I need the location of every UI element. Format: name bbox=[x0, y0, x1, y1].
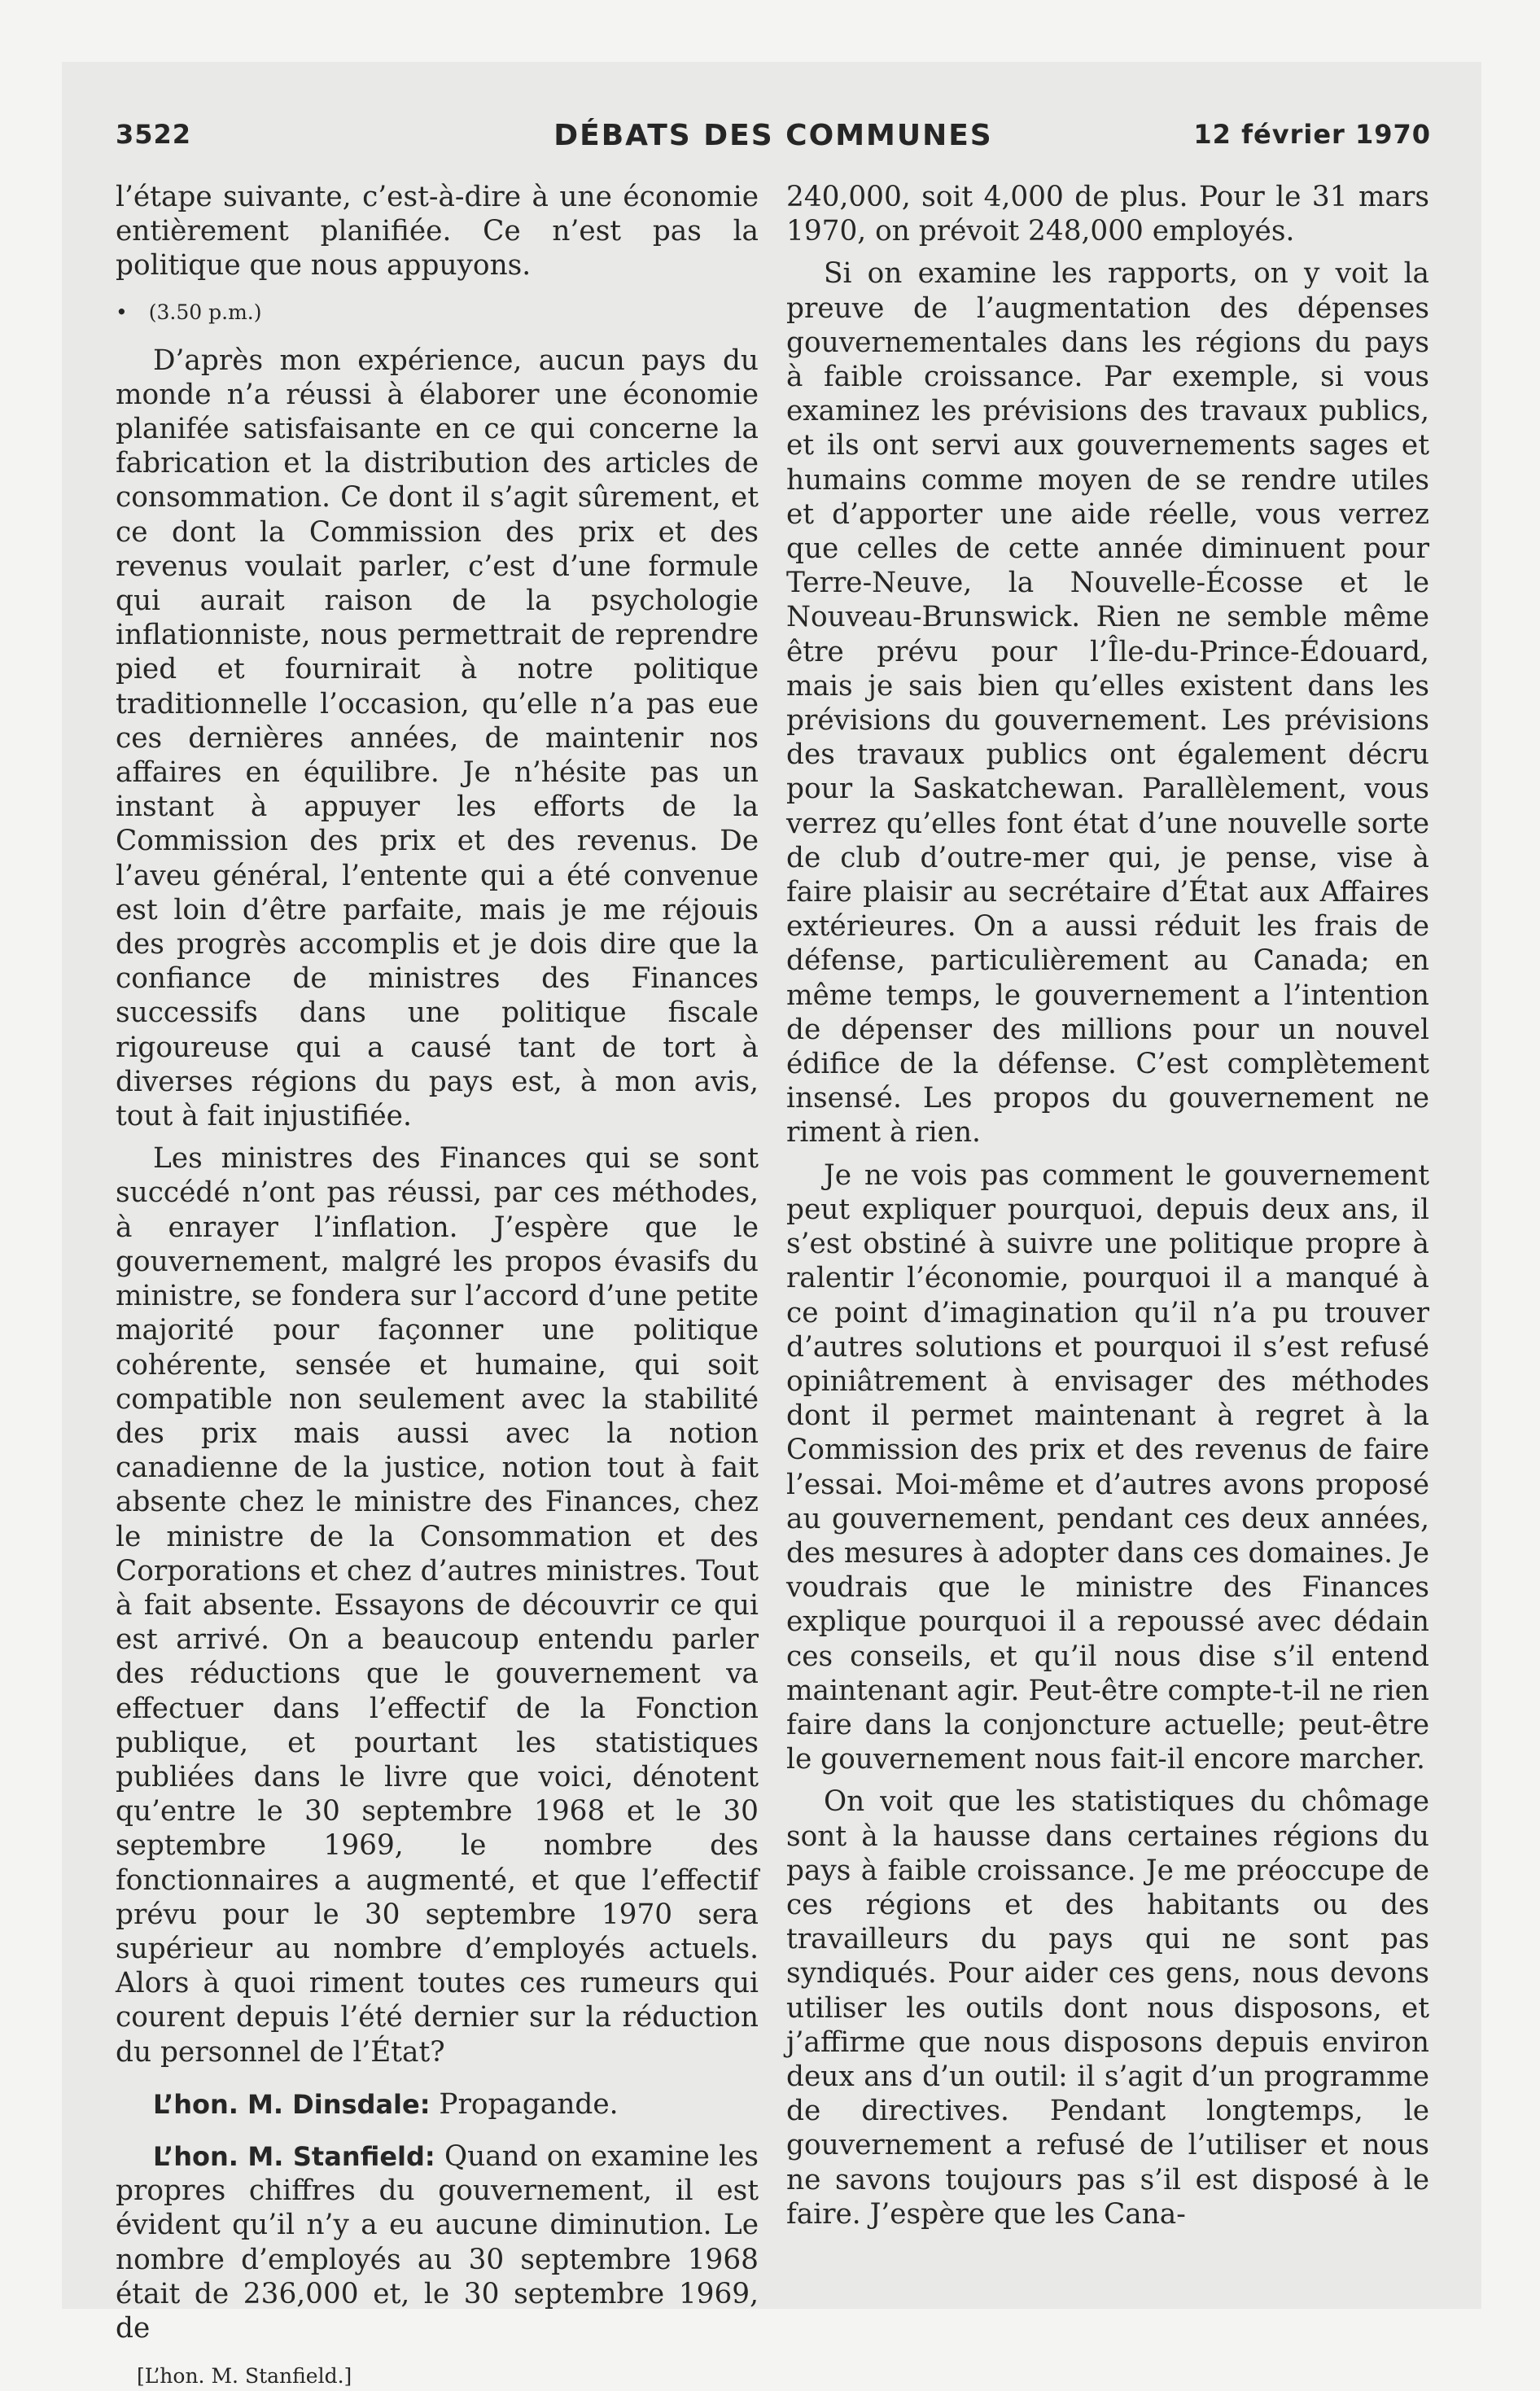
speech-stanfield bbox=[116, 2139, 759, 2345]
right-column bbox=[786, 180, 1429, 2231]
paragraph: Je ne vois pas comment le gouvernement peut expliquer pourquoi, depuis deux ans, il s’est obstiné à suivre une politique propre à ralentir l’économie, pourquoi il a manqué à ce point d’imagination qu’il n’a pu trouver d’autres solutions et pourquoi il s’est refusé opiniâtrement à envisager des méthodes dont il permet maintenant à regret à la Commission des prix et des revenus de faire l’essai. Moi-même et d’autres avons proposé au gouvernement, pendant ces deux années, des mesures à adopter dans ces domaines. Je voudrais que le ministre des Finances explique pourquoi il a repoussé avec dédain ces conseils, et qu’il nous dise s’il entend maintenant agir. Peut-être compte-t-il ne rien faire dans la conjoncture actuelle; peut-être le gouvernement nous fait-il encore marcher. bbox=[786, 1158, 1429, 1776]
speech-text: Propagande. bbox=[439, 2087, 619, 2121]
bullet-icon: • bbox=[116, 300, 128, 324]
speaker-name: L’hon. M. Stanfield: bbox=[153, 2140, 435, 2172]
speaker-footnote: [L’hon. M. Stanfield.] bbox=[137, 2364, 352, 2389]
page-header bbox=[116, 119, 1431, 164]
speech-dinsdale bbox=[116, 2087, 759, 2122]
speaker-name: L’hon. M. Dinsdale: bbox=[153, 2088, 431, 2120]
paragraph: D’après mon expérience, aucun pays du monde n’a réussi à élaborer une économie planifée satisfaisante en ce qui concerne la fabrication et la distribution des articles de consommation. Ce dont il s’agit sûrement, et ce dont la Commission des prix et des revenus voulait parler, c’est d’une formule qui aurait raison de la psychologie inflationniste, nous permettrait de reprendre pied et fournirait à notre politique traditionnelle l’occasion, qu’elle n’a pas eue ces dernières années, de maintenir nos affaires en équilibre. Je n’hésite pas un instant à appuyer les efforts de la Commission des prix et des revenus. De l’aveu général, l’entente qui a été convenue est loin d’être parfaite, mais je me réjouis des progrès accomplis et je dois dire que la confiance de ministres des Finances successifs dans une politique fiscale rigoureuse qui a causé tant de tort à diverses régions du pays est, à mon avis, tout à fait injustifiée. bbox=[116, 344, 759, 1133]
time-marker bbox=[116, 298, 759, 327]
time-marker-text: (3.50 p.m.) bbox=[148, 300, 262, 324]
paragraph: Les ministres des Finances qui se sont succédé n’ont pas réussi, par ces méthodes, à enrayer l’inflation. J’espère que le gouvernement, malgré les propos évasifs du ministre, se fondera sur l’accord d’une petite majorité pour façonner une politique cohérente, sensée et humaine, qui soit compatible non seulement avec la stabilité des prix mais aussi avec la notion canadienne de la justice, notion tout à fait absente chez le ministre des Finances, chez le ministre de la Consommation et des Corporations et chez d’autres ministres. Tout à fait absente. Essayons de découvrir ce qui est arrivé. On a beaucoup entendu parler des réductions que le gouvernement va effectuer dans l’effectif de la Fonction publique, et pourtant les statistiques publiées dans le livre que voici, dénotent qu’entre le 30 septembre 1968 et le 30 septembre 1969, le nombre des fonctionnaires a augmenté, et que l’effectif prévu pour le 30 septembre 1970 sera supérieur au nombre d’employés actuels. Alors à quoi riment toutes ces rumeurs qui courent depuis l’été dernier sur la réduction du personnel de l’État? bbox=[116, 1142, 759, 2069]
paragraph: Si on examine les rapports, on y voit la preuve de l’augmentation des dépenses gouvernementales dans les régions du pays à faible croissance. Par exemple, si vous examinez les prévisions des travaux publics, et ils ont servi aux gouvernements sages et humains comme moyen de se rendre utiles et d’apporter une aide réelle, vous verrez que celles de cette année diminuent pour Terre-Neuve, la Nouvelle-Écosse et le Nouveau-Brunswick. Rien ne semble même être prévu pour l’Île-du-Prince-Édouard, mais je sais bien qu’elles existent dans les prévisions du gouvernement. Les prévisions des travaux publics ont également décru pour la Saskatchewan. Parallèlement, vous verrez qu’elles font état d’une nouvelle sorte de club d’outre-mer qui, je pense, vise à faire plaisir au secrétaire d’État aux Affaires extérieures. On a aussi réduit les frais de défense, particulièrement au Canada; en même temps, le gouvernement a l’intention de dépenser des millions pour un nouvel édifice de la défense. C’est complètement insensé. Les propos du gouvernement ne riment à rien. bbox=[786, 257, 1429, 1150]
hansard-page bbox=[62, 62, 1481, 2389]
publication-title: DÉBATS DES COMMUNES bbox=[553, 119, 993, 152]
paragraph: l’étape suivante, c’est-à-dire à une économie entièrement planifiée. Ce n’est pas la politique que nous appuyons. bbox=[116, 181, 759, 282]
paragraph: 240,000, soit 4,000 de plus. Pour le 31 mars 1970, on prévoit 248,000 employés. bbox=[786, 181, 1429, 248]
speech-text: Quand on examine les propres chiffres du gouvernement, il est évident qu’il n’y a eu aucune diminution. Le nombre d’employés au 30 septembre 1968 était de 236,000 et, le 30 septembre 1969, de bbox=[116, 2139, 759, 2345]
page-number: 3522 bbox=[116, 119, 192, 150]
paragraph: On voit que les statistiques du chômage sont à la hausse dans certaines régions du pays à faible croissance. Je me préoccupe de ces régions et des habitants ou des travailleurs du pays qui ne sont pas syndiqués. Pour aider ces gens, nous devons utiliser les outils dont nous disposons, et j’affirme que nous disposons depuis environ deux ans d’un outil: il s’agit d’un programme de directives. Pendant longtemps, le gouvernement a refusé de l’utiliser et nous ne savons toujours pas s’il est disposé à le faire. J’espère que les Cana- bbox=[786, 1785, 1429, 2231]
page-date: 12 février 1970 bbox=[1193, 119, 1431, 150]
left-column bbox=[116, 180, 759, 2391]
